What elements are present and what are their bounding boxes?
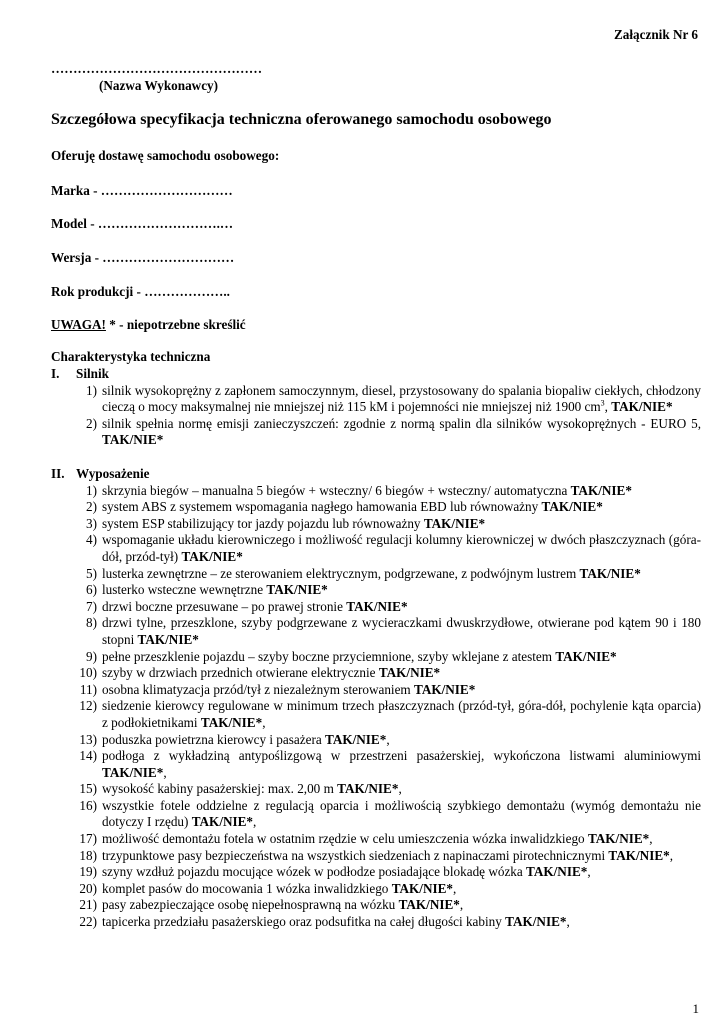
- field-rok-produkcji: Rok produkcji - ………………..: [51, 284, 230, 299]
- yes-no-option: TAK/NIE*: [587, 831, 650, 847]
- item-text: [102, 698, 701, 731]
- item-trailing: ,: [163, 764, 167, 780]
- item-number: 12): [79, 698, 97, 714]
- item-text: [102, 881, 701, 898]
- item-text: [102, 897, 701, 914]
- list-item: [51, 416, 701, 449]
- list-item: [51, 665, 701, 682]
- item-text-part: możliwość demontażu fotela w ostatnim rzędzie w celu umieszczenia wózka inwalidzkiego: [102, 831, 588, 847]
- warning-note: [51, 317, 246, 334]
- item-trailing: ,: [253, 814, 257, 830]
- document-title: Szczegółowa specyfikacja techniczna oferowanego samochodu osobowego: [51, 111, 552, 128]
- item-text-part: lusterko wsteczne wewnętrzne: [102, 582, 267, 598]
- section-equipment: [51, 466, 701, 931]
- list-item: [51, 682, 701, 699]
- item-trailing: ,: [398, 781, 402, 797]
- item-trailing: ,: [649, 831, 653, 847]
- item-text-part: komplet pasów do mocowania 1 wózka inwalidzkiego: [102, 880, 392, 896]
- item-number: 9): [86, 648, 97, 664]
- list-item: [51, 914, 701, 931]
- field-model: Model - ……………………….…: [51, 216, 234, 231]
- item-text: [102, 532, 701, 565]
- yes-no-option: TAK/NIE*: [398, 897, 460, 913]
- yes-no-option: TAK/NIE*: [541, 499, 603, 515]
- yes-no-option: TAK/NIE*: [102, 432, 164, 448]
- item-number: 10): [79, 665, 97, 681]
- list-item: [51, 649, 701, 666]
- item-text-part: silnik wysokoprężny z zapłonem samoczynnym, diesel, przystosowany do spalania biopaliw ciekłych, chłodzony cieczą o mocy maksymalnej nie mniejszej niż 115 kM i pojemności nie mniejszej niż 1900 cm: [102, 382, 701, 415]
- item-text: [102, 914, 701, 931]
- yes-no-option: TAK/NIE*: [414, 681, 476, 697]
- item-text: [102, 649, 701, 666]
- yes-no-option: TAK/NIE*: [378, 665, 441, 681]
- item-text-part: system ESP stabilizujący tor jazdy pojazdu lub równoważny: [102, 515, 424, 531]
- item-text: [102, 582, 701, 599]
- item-text: [102, 599, 701, 616]
- item-text: [102, 615, 701, 648]
- item-text-part: wszystkie fotele oddzielne z regulacją oparcia i możliwością szybkiego demontażu (wymóg demontażu nie dotyczy I rzędu): [102, 797, 701, 830]
- item-trailing: ,: [669, 847, 674, 863]
- item-text: [102, 416, 701, 449]
- item-trailing: ,: [459, 897, 464, 913]
- item-text-part: trzypunktowe pasy bezpieczeństwa na wszystkich siedzeniach z napinaczami pirotechnicznymi: [102, 847, 609, 863]
- item-number: 14): [79, 748, 97, 764]
- yes-no-option: TAK/NIE*: [137, 631, 199, 647]
- list-item: [51, 732, 701, 749]
- contractor-dots: …………………………………………: [51, 61, 262, 76]
- list-item: [51, 566, 701, 583]
- yes-no-option: TAK/NIE*: [325, 731, 387, 747]
- list-item: [51, 881, 701, 898]
- item-number: 22): [79, 914, 97, 930]
- item-text: [102, 383, 701, 416]
- item-number: 1): [86, 382, 97, 398]
- yes-no-option: TAK/NIE*: [191, 814, 254, 830]
- field-marka: Marka - …………………………: [51, 183, 233, 198]
- section-title: Silnik: [76, 366, 109, 381]
- item-text: [102, 732, 701, 749]
- item-superscript: 3: [600, 398, 605, 408]
- item-text-part: lusterka zewnętrzne – ze sterowaniem elektrycznym, podgrzewane, z podwójnym lustrem: [102, 565, 580, 581]
- item-number: 17): [79, 831, 97, 847]
- item-text-part: system ABS z systemem wspomagania nagłego hamowania EBD lub równoważny: [102, 499, 542, 515]
- section-heading: [51, 466, 701, 483]
- annex-label: Załącznik Nr 6: [613, 27, 698, 42]
- yes-no-option: TAK/NIE*: [608, 847, 670, 863]
- item-text: [102, 499, 701, 516]
- item-text: [102, 848, 701, 865]
- item-number: 21): [79, 897, 97, 913]
- list-item: [51, 798, 701, 831]
- list-item: [51, 698, 701, 731]
- list-item: [51, 483, 701, 500]
- item-text: [102, 748, 701, 781]
- item-trailing: ,: [566, 914, 570, 930]
- item-trailing: ,: [453, 880, 457, 896]
- warning-word: UWAGA!: [51, 317, 106, 332]
- list-item: [51, 516, 701, 533]
- item-text-part: skrzynia biegów – manualna 5 biegów + wsteczny/ 6 biegów + wsteczny/ automatyczna: [102, 482, 571, 498]
- item-text-part: siedzenie kierowcy regulowane w minimum trzech płaszczyznach (przód-tył, góra-dół, pochylenie kąta oparcia) z podłokietnikami: [102, 698, 701, 730]
- item-text: [102, 483, 701, 500]
- item-text-part: ,: [604, 399, 612, 415]
- yes-no-option: TAK/NIE*: [266, 582, 328, 598]
- characteristics-heading: Charakterystyka techniczna: [51, 349, 211, 364]
- section-number: II.: [51, 466, 65, 481]
- item-number: 19): [79, 864, 97, 880]
- item-text-part: poduszka powietrzna kierowcy i pasażera: [102, 731, 325, 747]
- item-text-part: drzwi boczne przesuwane – po prawej stronie: [102, 598, 347, 614]
- item-trailing: ,: [262, 714, 266, 730]
- section-title: Wyposażenie: [76, 466, 150, 481]
- yes-no-option: TAK/NIE*: [391, 880, 453, 896]
- list-item: [51, 748, 701, 781]
- item-number: 13): [79, 731, 97, 747]
- list-item: [51, 599, 701, 616]
- item-number: 11): [79, 681, 97, 697]
- yes-no-option: TAK/NIE*: [423, 515, 486, 531]
- item-text-part: pasy zabezpieczające osobę niepełnosprawną na wózku: [102, 897, 399, 913]
- list-item: [51, 499, 701, 516]
- item-number: 6): [86, 582, 97, 598]
- item-number: 2): [86, 499, 97, 515]
- contractor-label: (Nazwa Wykonawcy): [99, 78, 219, 93]
- item-text-part: wspomaganie układu kierowniczego i możliwość regulacji kolumny kierowniczej w dwóch płaszczyznach (góra-dół, przód-tył): [102, 532, 701, 564]
- item-text-part: podłoga z wykładziną antypoślizgową w przestrzeni pasażerskiej, wykończona listwami aluminiowymi: [102, 748, 701, 764]
- item-number: 16): [79, 797, 97, 813]
- offer-line: Oferuję dostawę samochodu osobowego:: [51, 148, 280, 163]
- yes-no-option: TAK/NIE*: [337, 781, 399, 797]
- yes-no-option: TAK/NIE*: [505, 914, 567, 930]
- item-text: [102, 831, 701, 848]
- item-number: 2): [86, 415, 97, 431]
- page-number: 1: [692, 1001, 699, 1017]
- section-number: I.: [51, 366, 60, 381]
- item-text-part: tapicerka przedziału pasażerskiego oraz podsufitka na całej długości kabiny: [102, 914, 506, 930]
- field-wersja: Wersja - …………………………: [51, 250, 235, 265]
- yes-no-option: TAK/NIE*: [555, 648, 617, 664]
- list-item: [51, 383, 701, 416]
- item-text-part: szyny wzdłuż pojazdu mocujące wózek w podłodze posiadające blokadę wózka: [102, 864, 527, 880]
- item-number: 7): [86, 598, 97, 614]
- item-text: [102, 781, 701, 798]
- yes-no-option: TAK/NIE*: [181, 548, 243, 564]
- list-item: [51, 532, 701, 565]
- item-text: [102, 665, 701, 682]
- yes-no-option: TAK/NIE*: [346, 598, 408, 614]
- item-text: [102, 682, 701, 699]
- item-number: 3): [86, 515, 97, 531]
- list-item: [51, 848, 701, 865]
- item-number: 4): [86, 532, 97, 548]
- item-trailing: ,: [587, 864, 591, 880]
- item-number: 15): [79, 781, 97, 797]
- yes-no-option: TAK/NIE*: [526, 864, 588, 880]
- item-text-part: pełne przeszklenie pojazdu – szyby boczne przyciemnione, szyby wklejane z atestem: [102, 648, 556, 664]
- yes-no-option: TAK/NIE*: [579, 565, 641, 581]
- yes-no-option: TAK/NIE*: [102, 764, 164, 780]
- item-number: 1): [86, 482, 97, 498]
- item-number: 8): [86, 615, 97, 631]
- list-item: [51, 781, 701, 798]
- list-item: [51, 897, 701, 914]
- warning-text: * - niepotrzebne skreślić: [105, 317, 246, 332]
- item-number: 20): [79, 880, 97, 896]
- section-engine: [51, 366, 701, 449]
- equipment-list: [51, 483, 701, 931]
- yes-no-option: TAK/NIE*: [200, 714, 263, 730]
- item-text-part: wysokość kabiny pasażerskiej: max. 2,00 m: [102, 781, 338, 797]
- section-heading: [51, 366, 701, 383]
- yes-no-option: TAK/NIE*: [611, 399, 673, 415]
- item-text-part: drzwi tylne, przeszklone, szyby podgrzewane z wycieraczkami dwuskrzydłowe, otwierane pod kątem 90 i 180 stopni: [102, 615, 701, 647]
- list-item: [51, 831, 701, 848]
- item-text: [102, 516, 701, 533]
- yes-no-option: TAK/NIE*: [570, 482, 632, 498]
- item-text: [102, 798, 701, 831]
- item-text-part: szyby w drzwiach przednich otwierane elektrycznie: [102, 665, 379, 681]
- list-item: [51, 615, 701, 648]
- item-text-part: osobna klimatyzacja przód/tył z niezależnym sterowaniem: [102, 681, 414, 697]
- item-text: [102, 864, 701, 881]
- list-item: [51, 864, 701, 881]
- item-number: 5): [86, 565, 97, 581]
- item-number: 18): [79, 847, 97, 863]
- list-item: [51, 582, 701, 599]
- item-trailing: ,: [386, 731, 390, 747]
- item-text-part: silnik spełnia normę emisji zanieczyszczeń: zgodnie z normą spalin dla silników wysokoprężnych - EURO 5,: [102, 415, 701, 431]
- item-text: [102, 566, 701, 583]
